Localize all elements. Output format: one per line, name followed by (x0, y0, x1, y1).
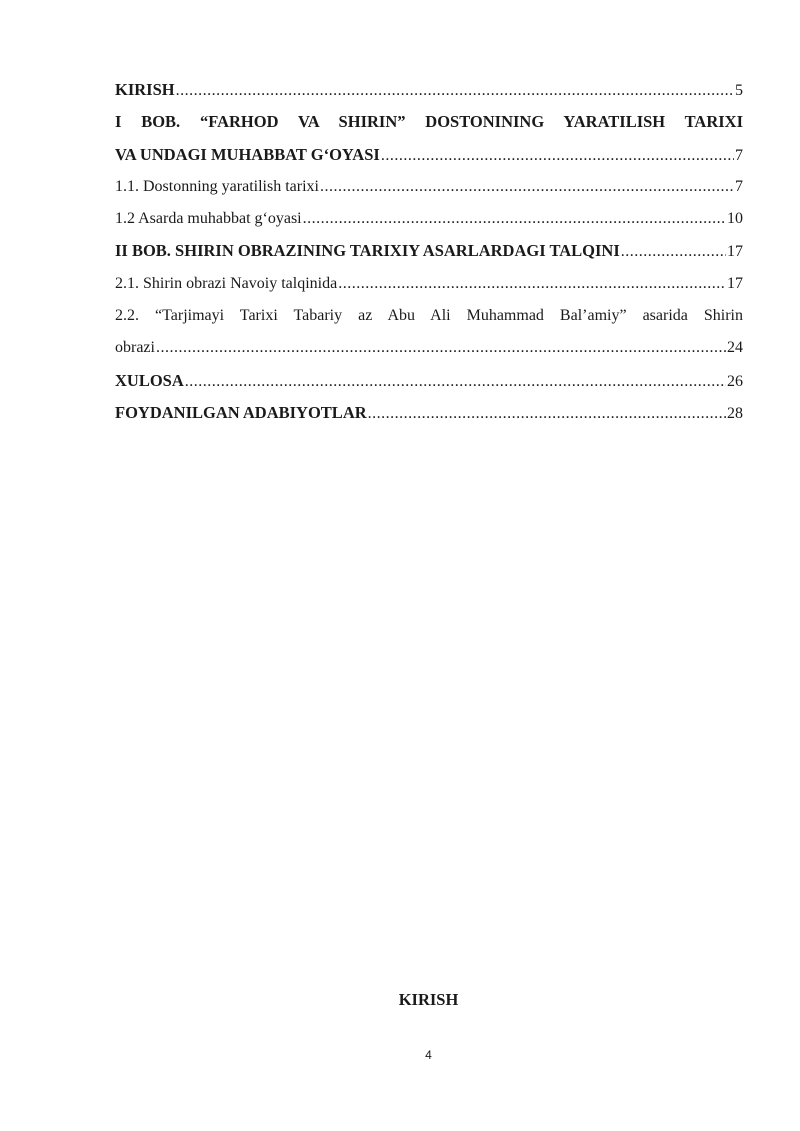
toc-entry-2-2[interactable] (115, 332, 743, 364)
toc-entry-page: 28 (727, 404, 743, 422)
toc-entry-title: XULOSA (115, 370, 184, 390)
table-of-contents (115, 74, 743, 429)
toc-entry-title: obrazi (115, 339, 155, 357)
toc-entry-page: 26 (727, 372, 743, 390)
toc-dot-leader (621, 236, 726, 268)
toc-entry-title: VA UNDAGI MUHABBAT G‘OYASI (115, 144, 380, 164)
toc-entry-chapter-2[interactable] (115, 235, 743, 267)
toc-entry-2-2-line-1[interactable]: 2.2. “Tarjimayi Tarixi Tabariy az Abu Ali Muhammad Bal’amiy” asarida Shirin (115, 307, 743, 325)
toc-entry-xulosa[interactable] (115, 365, 743, 397)
toc-dot-leader (303, 203, 726, 235)
toc-entry-title: FOYDANILGAN ADABIYOTLAR (115, 402, 367, 422)
toc-dot-leader (381, 140, 734, 172)
toc-entry-page: 17 (727, 243, 743, 261)
toc-entry-page: 24 (727, 339, 743, 357)
toc-entry-page: 5 (735, 82, 743, 99)
toc-dot-leader (338, 268, 726, 300)
toc-entry-chapter-1[interactable] (115, 139, 743, 171)
toc-dot-leader (320, 171, 734, 203)
toc-dot-leader (156, 332, 726, 364)
page-number: 4 (425, 1048, 432, 1062)
toc-entry-page: 17 (727, 274, 743, 292)
section-heading: KIRISH (398, 990, 459, 1009)
toc-dot-leader (368, 398, 726, 430)
toc-entry-title: 1.1. Dostonning yaratilish tarixi (115, 177, 319, 195)
toc-entry-page: 10 (727, 210, 743, 228)
toc-entry-adabiyotlar[interactable] (115, 397, 743, 429)
toc-entry-kirish[interactable] (115, 74, 743, 106)
toc-entry-title: 2.1. Shirin obrazi Navoiy talqinida (115, 274, 338, 292)
toc-entry-chapter-1-line-1[interactable]: I BOB. “FARHOD VA SHIRIN” DOSTONINING YARATILISH TARIXI (115, 112, 743, 132)
toc-entry-title: KIRISH (115, 80, 175, 99)
toc-entry-page: 7 (735, 146, 743, 164)
toc-entry-page: 7 (735, 177, 743, 195)
toc-dot-leader (176, 75, 734, 107)
toc-dot-leader (185, 366, 726, 398)
toc-entry-title: II BOB. SHIRIN OBRAZINING TARIXIY ASARLARDAGI TALQINI (115, 241, 620, 261)
toc-entry-1-1[interactable] (115, 171, 743, 203)
toc-entry-1-2[interactable] (115, 203, 743, 235)
toc-entry-title: 1.2 Asarda muhabbat g‘oyasi (115, 210, 302, 228)
toc-entry-2-1[interactable] (115, 268, 743, 300)
